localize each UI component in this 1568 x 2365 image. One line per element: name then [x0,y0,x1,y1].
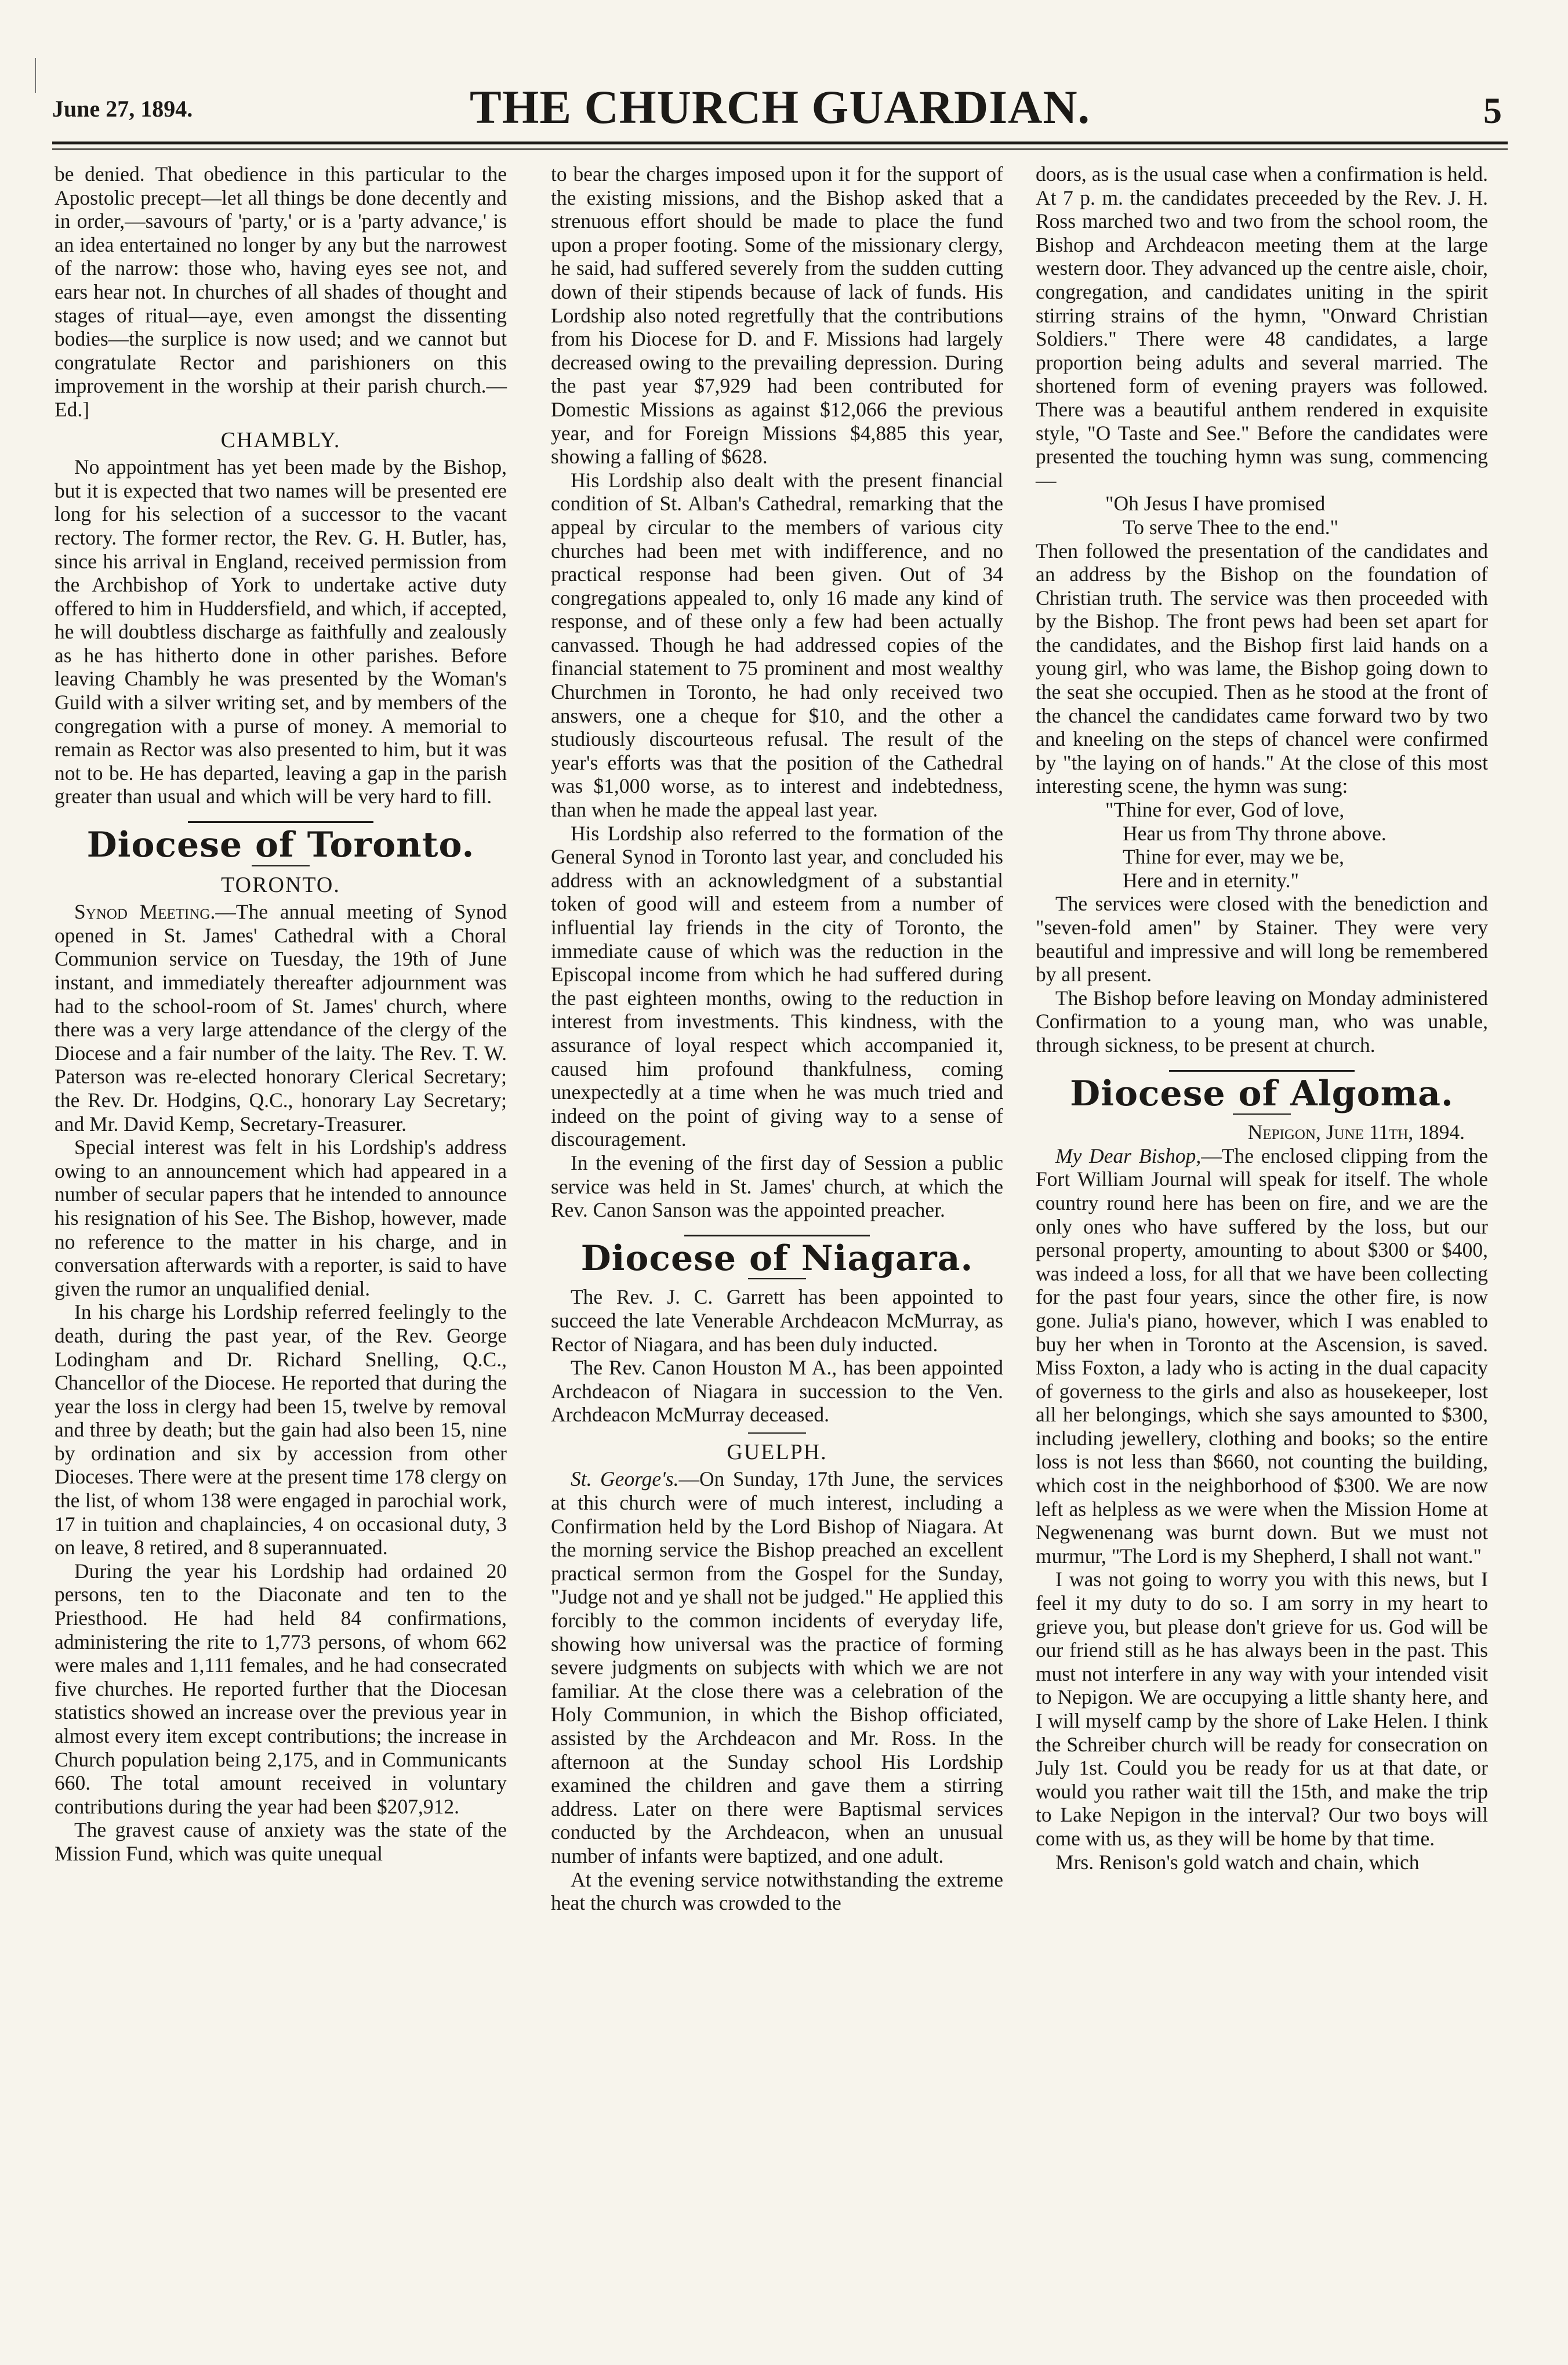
paragraph: doors, as is the usual case when a confirmation is held. At 7 p. m. the candidates preceeded by the Rev. J. H. Ross marched two and two from the school room, the Bishop and Archdeacon meeting them at the large western door. They advanced up the centre aisle, choir, congregation, and candidates uniting in the spirit stirring strains of the hymn, "Onward Christian Soldiers." There were 48 candidates, a large proportion being adults and several married. The shortened form of evening prayers was followed. There was a beautiful anthem rendered in exquisite style, "O Taste and See." Before the candidates were presented the touching hymn was sung, commencing— [1036,162,1488,492]
hymn-line: Thine for ever, may we be, [1123,845,1345,869]
paragraph: The Rev. Canon Houston M A., has been appointed Archdeacon of Niagara in succession to the Ven. Archdeacon McMurray deceased. [551,1356,1003,1427]
paragraph: In his charge his Lordship referred feelingly to the death, during the past year, of the Rev. George Lodingham and Dr. Richard Snelling, Q.C., Chancellor of the Diocese. He reported that during the year the loss in clergy had been 15, twelve by removal and three by death; but the gain had also been 15, nine by ordination and six by accession from other Dioceses. There were at the present time 178 clergy on the list, of whom 138 were engaged in parochial work, 17 in tuition and chaplaincies, 4 on occasional duty, 3 on leave, 8 retired, and 8 superannuated. [55,1300,507,1559]
section-heading-chambly: CHAMBLY. [220,427,341,452]
paragraph: Mrs. Renison's gold watch and chain, which [1055,1850,1420,1874]
paragraph: His Lordship also referred to the formation of the General Synod in Toronto last year, and concluded his address with an acknowledgment of a substantial token of good will and esteem from a number of influential lay friends in the city of Toronto, the immediate cause of which was the reduction in the Episcopal income from which he had suffered during the past eighteen months, owing to the reduction in interest from investments. This kindness, with the assurance of loyal respect which accompanied it, caused him profound thankfulness, coming unexpectedly at a time when he was much tried and indeed on the point of giving way to a sense of discouragement. [551,821,1003,1151]
hymn-line: Hear us from Thy throne above. [1123,821,1386,845]
separator-rule [748,1432,806,1434]
section-heading-toronto: TORONTO. [221,872,340,897]
separator-rule [188,821,373,823]
hymn-line: Here and in eternity." [1123,868,1299,892]
hymn-line: "Oh Jesus I have promised [1105,492,1326,516]
section-heading-guelph: GUELPH. [727,1439,827,1464]
paragraph: The Bishop before leaving on Monday administered Confirmation to a young man, who was unable, through sickness, to be present at church. [1036,986,1488,1057]
hymn-line: "Thine for ever, God of love, [1105,798,1345,822]
paragraph-text: —The enclosed clipping from the Fort William Journal will speak for itself. The whole country round here has been on fire, and we are the only ones who have suffered by the loss, but our personal property, amounting to about $300 or $400, was indeed a loss, for all that we have been collecting for the past four years, since the other fire, is now gone. Julia's piano, however, which I was enabled to buy her when in Toronto at the Ascension, is saved. Miss Foxton, a lady who is acting in the dual capacity of governess to the girls and also as housekeeper, lost all her belongings, which she says amounted to $300, including jewellery, clothing and books; so the entire loss is not less than $660, not counting the building, which cost in the neighborhood of $300. We are now left as helpless as we were when the Mission Home at Negwenenang was burnt down. But we must not murmur, "The Lord is my Shepherd, I shall not want." [1036,1144,1488,1568]
separator-rule [1169,1070,1355,1072]
paragraph: The Rev. J. C. Garrett has been appointed to succeed the late Venerable Archdeacon McMurray, as Rector of Niagara, and has been duly inducted. [551,1285,1003,1356]
header-rule-thin [52,148,1508,150]
paragraph-synod-meeting [55,900,507,1136]
paragraph: Then followed the presentation of the candidates and an address by the Bishop on the foundation of Christian truth. The service was then proceeded with by the Bishop. The front pews had been set apart for the candidates, and the Bishop first laid hands on a young girl, who was lame, the Bishop going down to the seat she occupied. Then as he stood at the front of the chancel the candidates came forward two by two and kneeling on the steps of chancel were confirmed by "the laying on of hands." At the close of this most interesting scene, the hymn was sung: [1036,539,1488,798]
header-rule-thick [52,142,1508,144]
margin-mark [35,58,36,93]
column-1 [55,162,507,1866]
run-in-heading: Synod Meeting. [74,900,216,924]
paragraph: His Lordship also dealt with the present financial condition of St. Alban's Cathedral, remarking that the appeal by circular to the members of various city churches had been met with indifference, and no practical response had been given. Out of 34 congregations appealed to, only 16 made any kind of response, and of these only a few had been actually canvassed. Though he had addressed copies of the financial statement to 75 prominent and most wealthy Churchmen in Toronto, he had only received two answers, one a cheque for $10, and the other a studiously discourteous refusal. The result of the year's efforts was that the position of the Cathedral was $1,000 worse, as to interest and indebtedness, than when he made the appeal last year. [551,468,1003,822]
diocese-heading-toronto: Diocese of Toronto. [86,825,475,866]
salutation: My Dear Bishop, [1055,1144,1202,1167]
paragraph: During the year his Lordship had ordained 20 persons, ten to the Diaconate and ten to the Priesthood. He had held 84 confirmations, administering the rite to 1,773 persons, of whom 662 were males and 1,111 females, and he had consecrated five churches. He reported further that the Diocesan statistics showed an increase over the previous year in almost every item except contributions; the increase in Church population being 2,175, and in Communicants 660. The total amount received in voluntary contributions during the year had been $207,912. [55,1559,507,1818]
paragraph: to bear the charges imposed upon it for the support of the existing missions, and the Bishop asked that a strenuous effort should be made to place the fund upon a proper footing. Some of the missionary clergy, he said, had suffered severely from the sudden cutting down of their stipends because of lack of funds. His Lordship also noted regretfully that the contributions from his Diocese for D. and F. Missions had largely decreased owing to the prevailing depression. During the past year $7,929 had been contributed for Domestic Missions as against $12,066 the previous year, and for Foreign Missions $4,885 this year, showing a falling of $628. [551,162,1003,469]
paragraph: be denied. That obedience in this particular to the Apostolic precept—let all things be done decently and in order,—savours of 'party,' or is a 'party advance,' is an idea entertained no longer by any but the narrowest of the narrow: those who, having eyes see not, and ears hear not. In churches of all shades of thought and stages of ritual—aye, even amongst the dissenting bodies—the surplice is now used; and we cannot but congratulate Rector and parishioners on this improvement in the worship at their parish church.—Ed.] [55,162,507,421]
diocese-heading-niagara: Diocese of Niagara. [580,1238,974,1279]
paragraph-text: —The annual meeting of Synod opened in St. James' Cathedral with a Choral Communion service on Tuesday, the 19th of June instant, and immediately thereafter adjournment was had to the school-room of St. James' church, where there was a very large attendance of the clergy of the Diocese and a fair number of the laity. The Rev. T. W. Paterson was re-elected honorary Clerical Secretary; the Rev. Dr. Hodgins, Q.C., honorary Lay Secretary; and Mr. David Kemp, Secretary-Treasurer. [55,900,507,1136]
paragraph-text: —On Sunday, 17th June, the services at this church were of much interest, including a Confirmation held by the Lord Bishop of Niagara. At the morning service the Bishop preached an excellent practical sermon from the Gospel for the Sunday, "Judge not and ye shall not be judged." He applied this forcibly to the common incidents of everyday life, showing how universal was the practice of forming severe judgments on subjects with which we are not familiar. At the close there was a celebration of the Holy Communion, in which the Bishop officiated, assisted by the Archdeacon and Mr. Ross. In the afternoon at the Sunday school His Lordship examined the children and gave them a stirring address. Later on there were Baptismal services conducted by the Archdeacon, when an unusual number of infants were baptized, and one adult. [551,1467,1003,1867]
diocese-heading-algoma: Diocese of Algoma. [1070,1073,1454,1114]
paragraph: At the evening service notwithstanding the extreme heat the church was crowded to the [551,1867,1003,1915]
page-number: 5 [1483,90,1502,131]
hymn-line: To serve Thee to the end." [1123,515,1339,539]
run-in-heading: St. George's. [571,1467,679,1491]
column-2 [551,162,1003,1915]
paragraph: In the evening of the first day of Session a public service was held in St. James' church, at which the Rev. Canon Sanson was the appointed preacher. [551,1151,1003,1222]
paragraph-letter-opening [1036,1144,1488,1568]
paragraph: Special interest was felt in his Lordship's address owing to an announcement which had appeared in a number of secular papers that he intended to announce his resignation of his See. The Bishop, however, made no reference to the matter in his charge, and in conversation afterwards with a reporter, is said to have given the rumor an unqualified denial. [55,1136,507,1300]
dateline: Nepigon, June 11th, 1894. [1247,1120,1465,1144]
paragraph: I was not going to worry you with this news, but I feel it my duty to do so. I am sorry in my heart to grieve you, but please don't grieve for us. God will be our friend still as he has always been in the past. This must not interfere in any way with your intended visit to Nepigon. We are occupying a little shanty here, and I will myself camp by the shore of Lake Helen. I think the Schreiber church will be ready for consecration on July 1st. Could you be ready for us at that date, or would you rather wait till the 15th, and make the trip to Lake Nepigon in the interval? Our two boys will come with us, as they will be home by that time. [1036,1568,1488,1850]
masthead [52,80,1508,144]
paragraph: The services were closed with the benediction and "seven-fold amen" by Stainer. They were very beautiful and impressive and will long be remembered by all present. [1036,892,1488,986]
separator-rule [684,1235,870,1236]
paragraph-st-georges [551,1467,1003,1867]
column-3 [1036,162,1488,1874]
paragraph: No appointment has yet been made by the Bishop, but it is expected that two names will be presented ere long for his selection of a successor to the vacant rectory. The former rector, the Rev. G. H. Butler, has, since his arrival in England, received permission from the Archbishop of York to undertake active duty offered to him in Huddersfield, and which, if accepted, he will doubtless discharge as faithfully and zealously as he has hitherto done in other parishes. Before leaving Chambly he was presented by the Woman's Guild with a silver writing set, and by members of the congregation with a purse of money. A memorial to remain as Rector was also presented to him, but it was not to be. He has departed, leaving a gap in the parish greater than usual and which will be very hard to fill. [55,455,507,808]
newspaper-title: THE CHURCH GUARDIAN. [469,81,1091,133]
paragraph: The gravest cause of anxiety was the state of the Mission Fund, which was quite unequal [55,1818,507,1865]
issue-date: June 27, 1894. [52,96,193,122]
